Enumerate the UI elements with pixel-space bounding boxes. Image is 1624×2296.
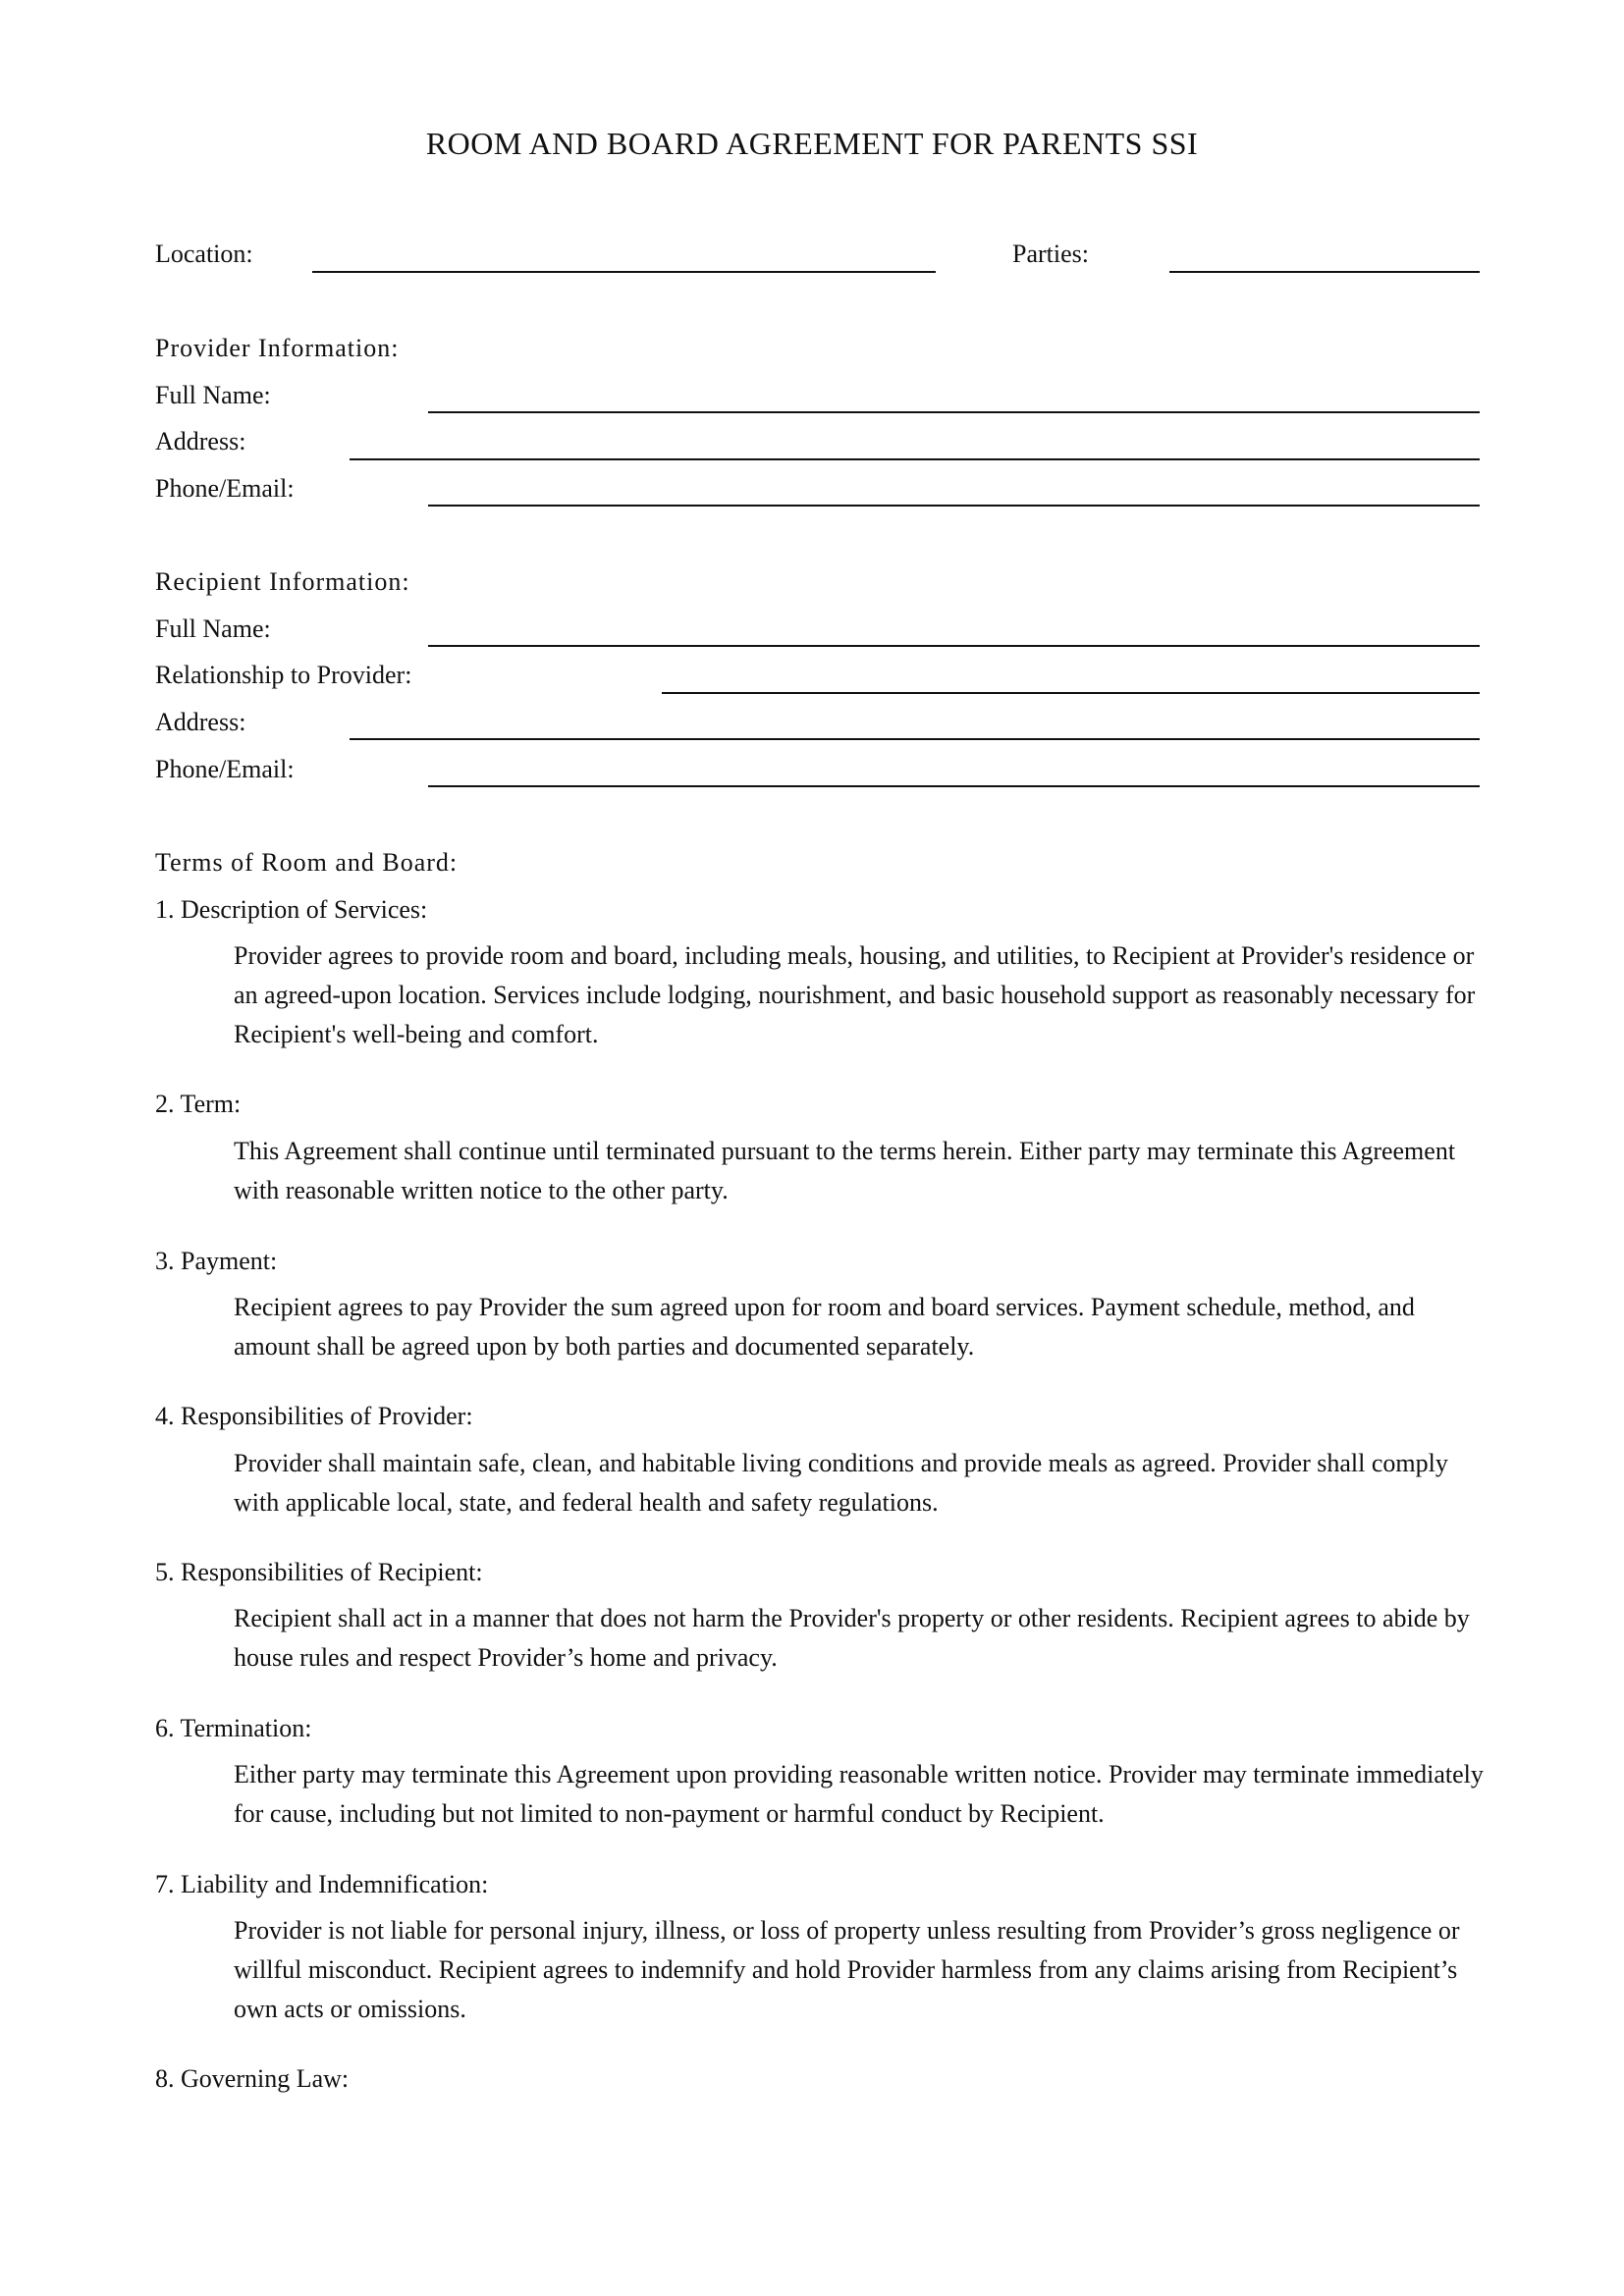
section-body: Recipient agrees to pay Provider the sum agreed upon for room and board services. Payment schedule, method, and amount shall be agreed upon by both parties and documented separately. bbox=[234, 1293, 1415, 1361]
recipient-phone-email-line[interactable] bbox=[428, 785, 1480, 787]
recipient-info-heading: Recipient Information: bbox=[155, 567, 410, 596]
section-body: This Agreement shall continue until terminated pursuant to the terms herein. Either party may terminate this Agreement with reasonable written notice to the other party. bbox=[234, 1137, 1456, 1204]
provider-full-name-line[interactable] bbox=[428, 411, 1480, 413]
section-title: 1. Description of Services: bbox=[155, 895, 428, 924]
recipient-full-name-label: Full Name: bbox=[155, 614, 271, 643]
section-title: 5. Responsibilities of Recipient: bbox=[155, 1558, 483, 1586]
recipient-full-name-line[interactable] bbox=[428, 645, 1480, 647]
section-title: 8. Governing Law: bbox=[155, 2064, 350, 2093]
section-body: Provider is not liable for personal injury, illness, or loss of property unless resulting from Provider’s gross negligence or willful misconduct. Recipient agrees to indemnify and hold Provider harmless from any claims arising from Recipient’s own acts or omissions. bbox=[234, 1916, 1460, 2023]
section-body: Provider agrees to provide room and board, including meals, housing, and utilities, to Recipient at Provider's residence or an agreed-upon location. Services include lodging, nourishment, and basic household support as reasonably necessary for Recipient's well-being and comfort. bbox=[234, 941, 1476, 1048]
section-title: 6. Termination: bbox=[155, 1714, 312, 1742]
parties-field-line[interactable] bbox=[1169, 271, 1480, 273]
recipient-relationship-line[interactable] bbox=[662, 692, 1480, 694]
location-label: Location: bbox=[155, 240, 253, 268]
recipient-relationship-label: Relationship to Provider: bbox=[155, 661, 412, 689]
recipient-address-line[interactable] bbox=[350, 738, 1480, 740]
provider-full-name-label: Full Name: bbox=[155, 381, 271, 409]
section-title: 2. Term: bbox=[155, 1090, 242, 1118]
terms-heading: Terms of Room and Board: bbox=[155, 848, 459, 877]
section-body: Either party may terminate this Agreement upon providing reasonable written notice. Provider may terminate immediately for cause, including but not limited to non-payment or harmful conduct by Recipient. bbox=[234, 1760, 1484, 1828]
provider-address-label: Address: bbox=[155, 427, 246, 455]
parties-label: Parties: bbox=[1012, 240, 1089, 268]
section-title: 7. Liability and Indemnification: bbox=[155, 1870, 489, 1898]
recipient-phone-email-label: Phone/Email: bbox=[155, 755, 295, 783]
provider-phone-email-label: Phone/Email: bbox=[155, 474, 295, 503]
provider-phone-email-line[interactable] bbox=[428, 505, 1480, 507]
location-field-line[interactable] bbox=[312, 271, 936, 273]
section-title: 4. Responsibilities of Provider: bbox=[155, 1402, 473, 1430]
section-title: 3. Payment: bbox=[155, 1247, 278, 1275]
recipient-address-label: Address: bbox=[155, 708, 246, 736]
provider-info-heading: Provider Information: bbox=[155, 334, 400, 362]
section-body: Recipient shall act in a manner that does not harm the Provider's property or other residents. Recipient agrees to abide by house rules and respect Provider’s home and privacy. bbox=[234, 1604, 1470, 1672]
document-title: ROOM AND BOARD AGREEMENT FOR PARENTS SSI bbox=[425, 126, 1199, 161]
provider-address-line[interactable] bbox=[350, 458, 1480, 460]
section-body: Provider shall maintain safe, clean, and habitable living conditions and provide meals as agreed. Provider shall comply with applicable local, state, and federal health and safety regulations. bbox=[234, 1449, 1448, 1517]
